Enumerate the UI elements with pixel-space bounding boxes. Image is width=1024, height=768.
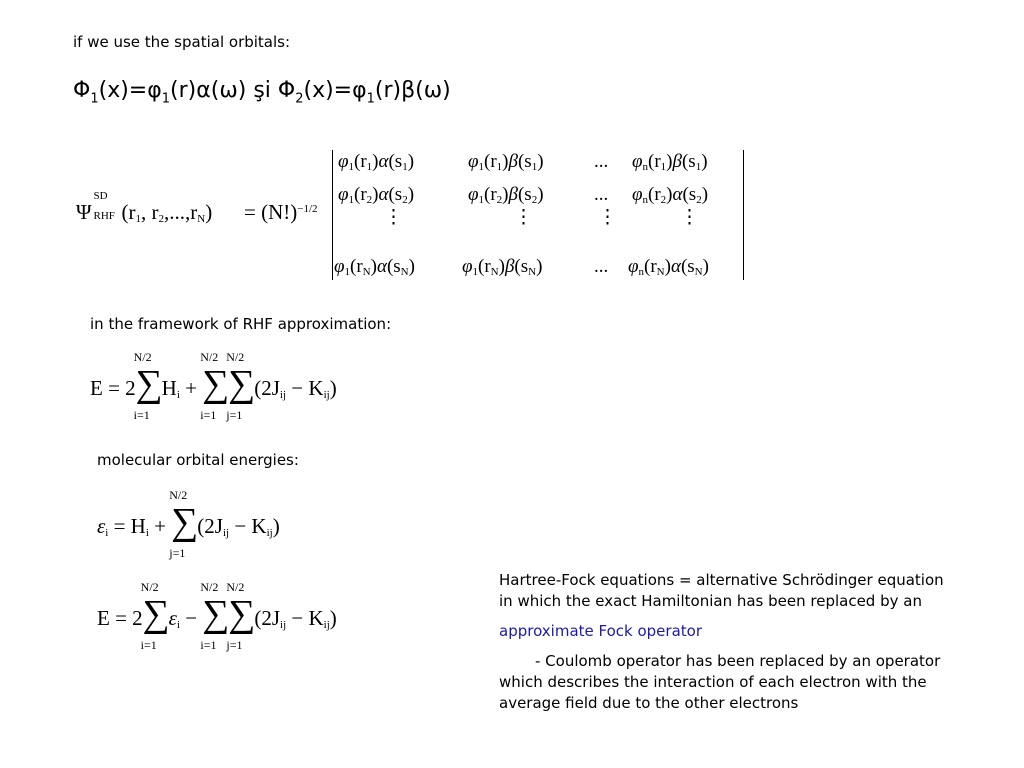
orbital-subscript: 2 — [295, 91, 304, 107]
orbital-subscript: 1 — [90, 91, 99, 107]
determinant-row-1: $\varphi_1(r_1)\alpha(s_1)$ — [338, 151, 415, 173]
total-energy-equation: E = 2 N/2 ∑ i=1 $\varepsilon_i$ − N/2 ∑ i=1 N/2 ∑ j=1 $(2J_{ij} - K_{ij})$ — [97, 580, 337, 652]
orbital-text: Φ — [73, 78, 91, 103]
spatial-orbitals-formula — [73, 78, 451, 106]
hf-line-5: average field due to the other electrons — [499, 694, 799, 712]
determinant-left-bar — [332, 150, 333, 280]
ellipsis: ... — [594, 256, 609, 277]
vertical-dots: ⋮ — [514, 207, 533, 228]
determinant-row-n: $\varphi_1(r_N)\alpha(s_N)$ — [334, 256, 415, 278]
rhf-energy-equation: E = 2 N/2 ∑ i=1 $H_i$ + N/2 ∑ i=1 N/2 ∑ j=1 $(2J_{ij} - K_{ij})$ — [90, 350, 337, 422]
orbital-text: (r)α(ω) şi Φ — [170, 78, 296, 103]
ellipsis: ... — [594, 151, 609, 172]
orbital-text: (x)=φ — [303, 78, 367, 103]
orbital-subscript: 1 — [161, 91, 171, 107]
hf-line-1: Hartree-Fock equations = alternative Schrödinger equation — [499, 571, 944, 589]
hf-line-3: - Coulomb operator has been replaced by an operator — [535, 652, 941, 670]
ellipsis: ... — [594, 184, 609, 205]
framework-label: in the framework of RHF approximation: — [90, 315, 392, 333]
hartree-fock-description — [499, 570, 944, 714]
vertical-dots: ⋮ — [598, 207, 617, 228]
determinant-cell: $\varphi_n(r_1)\beta(s_1)$ — [632, 151, 708, 173]
normalization-factor: = $(N!)^{-1/2}$ — [244, 200, 318, 224]
hf-line-4: which describes the interaction of each electron with the — [499, 673, 927, 691]
determinant-cell: $\varphi_n(r_N)\alpha(s_N)$ — [628, 256, 709, 278]
orbital-energy-equation: $\varepsilon_i = H_i$ + N/2 ∑ j=1 $(2J_{ij} - K_{ij})$ — [97, 488, 280, 560]
orbital-text: (r)β(ω) — [374, 78, 451, 103]
determinant-cell: $\varphi_1(r_1)\beta(s_1)$ — [468, 151, 544, 173]
determinant-cell: $\varphi_1(r_N)\beta(s_N)$ — [462, 256, 543, 278]
hf-line-2: in which the exact Hamiltonian has been replaced by an — [499, 592, 922, 610]
vertical-dots: ⋮ — [680, 207, 699, 228]
determinant-cell: $\varphi_n(r_2)\alpha(s_2)$ — [632, 184, 709, 206]
determinant-row-2: $\varphi_1(r_2)\alpha(s_2)$ — [338, 184, 415, 206]
determinant-cell: $\varphi_1(r_2)\beta(s_2)$ — [468, 184, 544, 206]
determinant-right-bar — [743, 150, 744, 280]
orbital-text: (x)=φ — [98, 78, 162, 103]
intro-text: if we use the spatial orbitals: — [73, 33, 291, 51]
wavefunction-lhs: Ψ SD RHF ($r_1$, $r_2,...,r_N$) — [76, 190, 213, 225]
fock-operator-highlight: approximate Fock operator — [499, 622, 702, 640]
vertical-dots: ⋮ — [384, 207, 403, 228]
orbital-subscript: 1 — [366, 91, 375, 107]
mo-energies-label: molecular orbital energies: — [97, 451, 299, 469]
